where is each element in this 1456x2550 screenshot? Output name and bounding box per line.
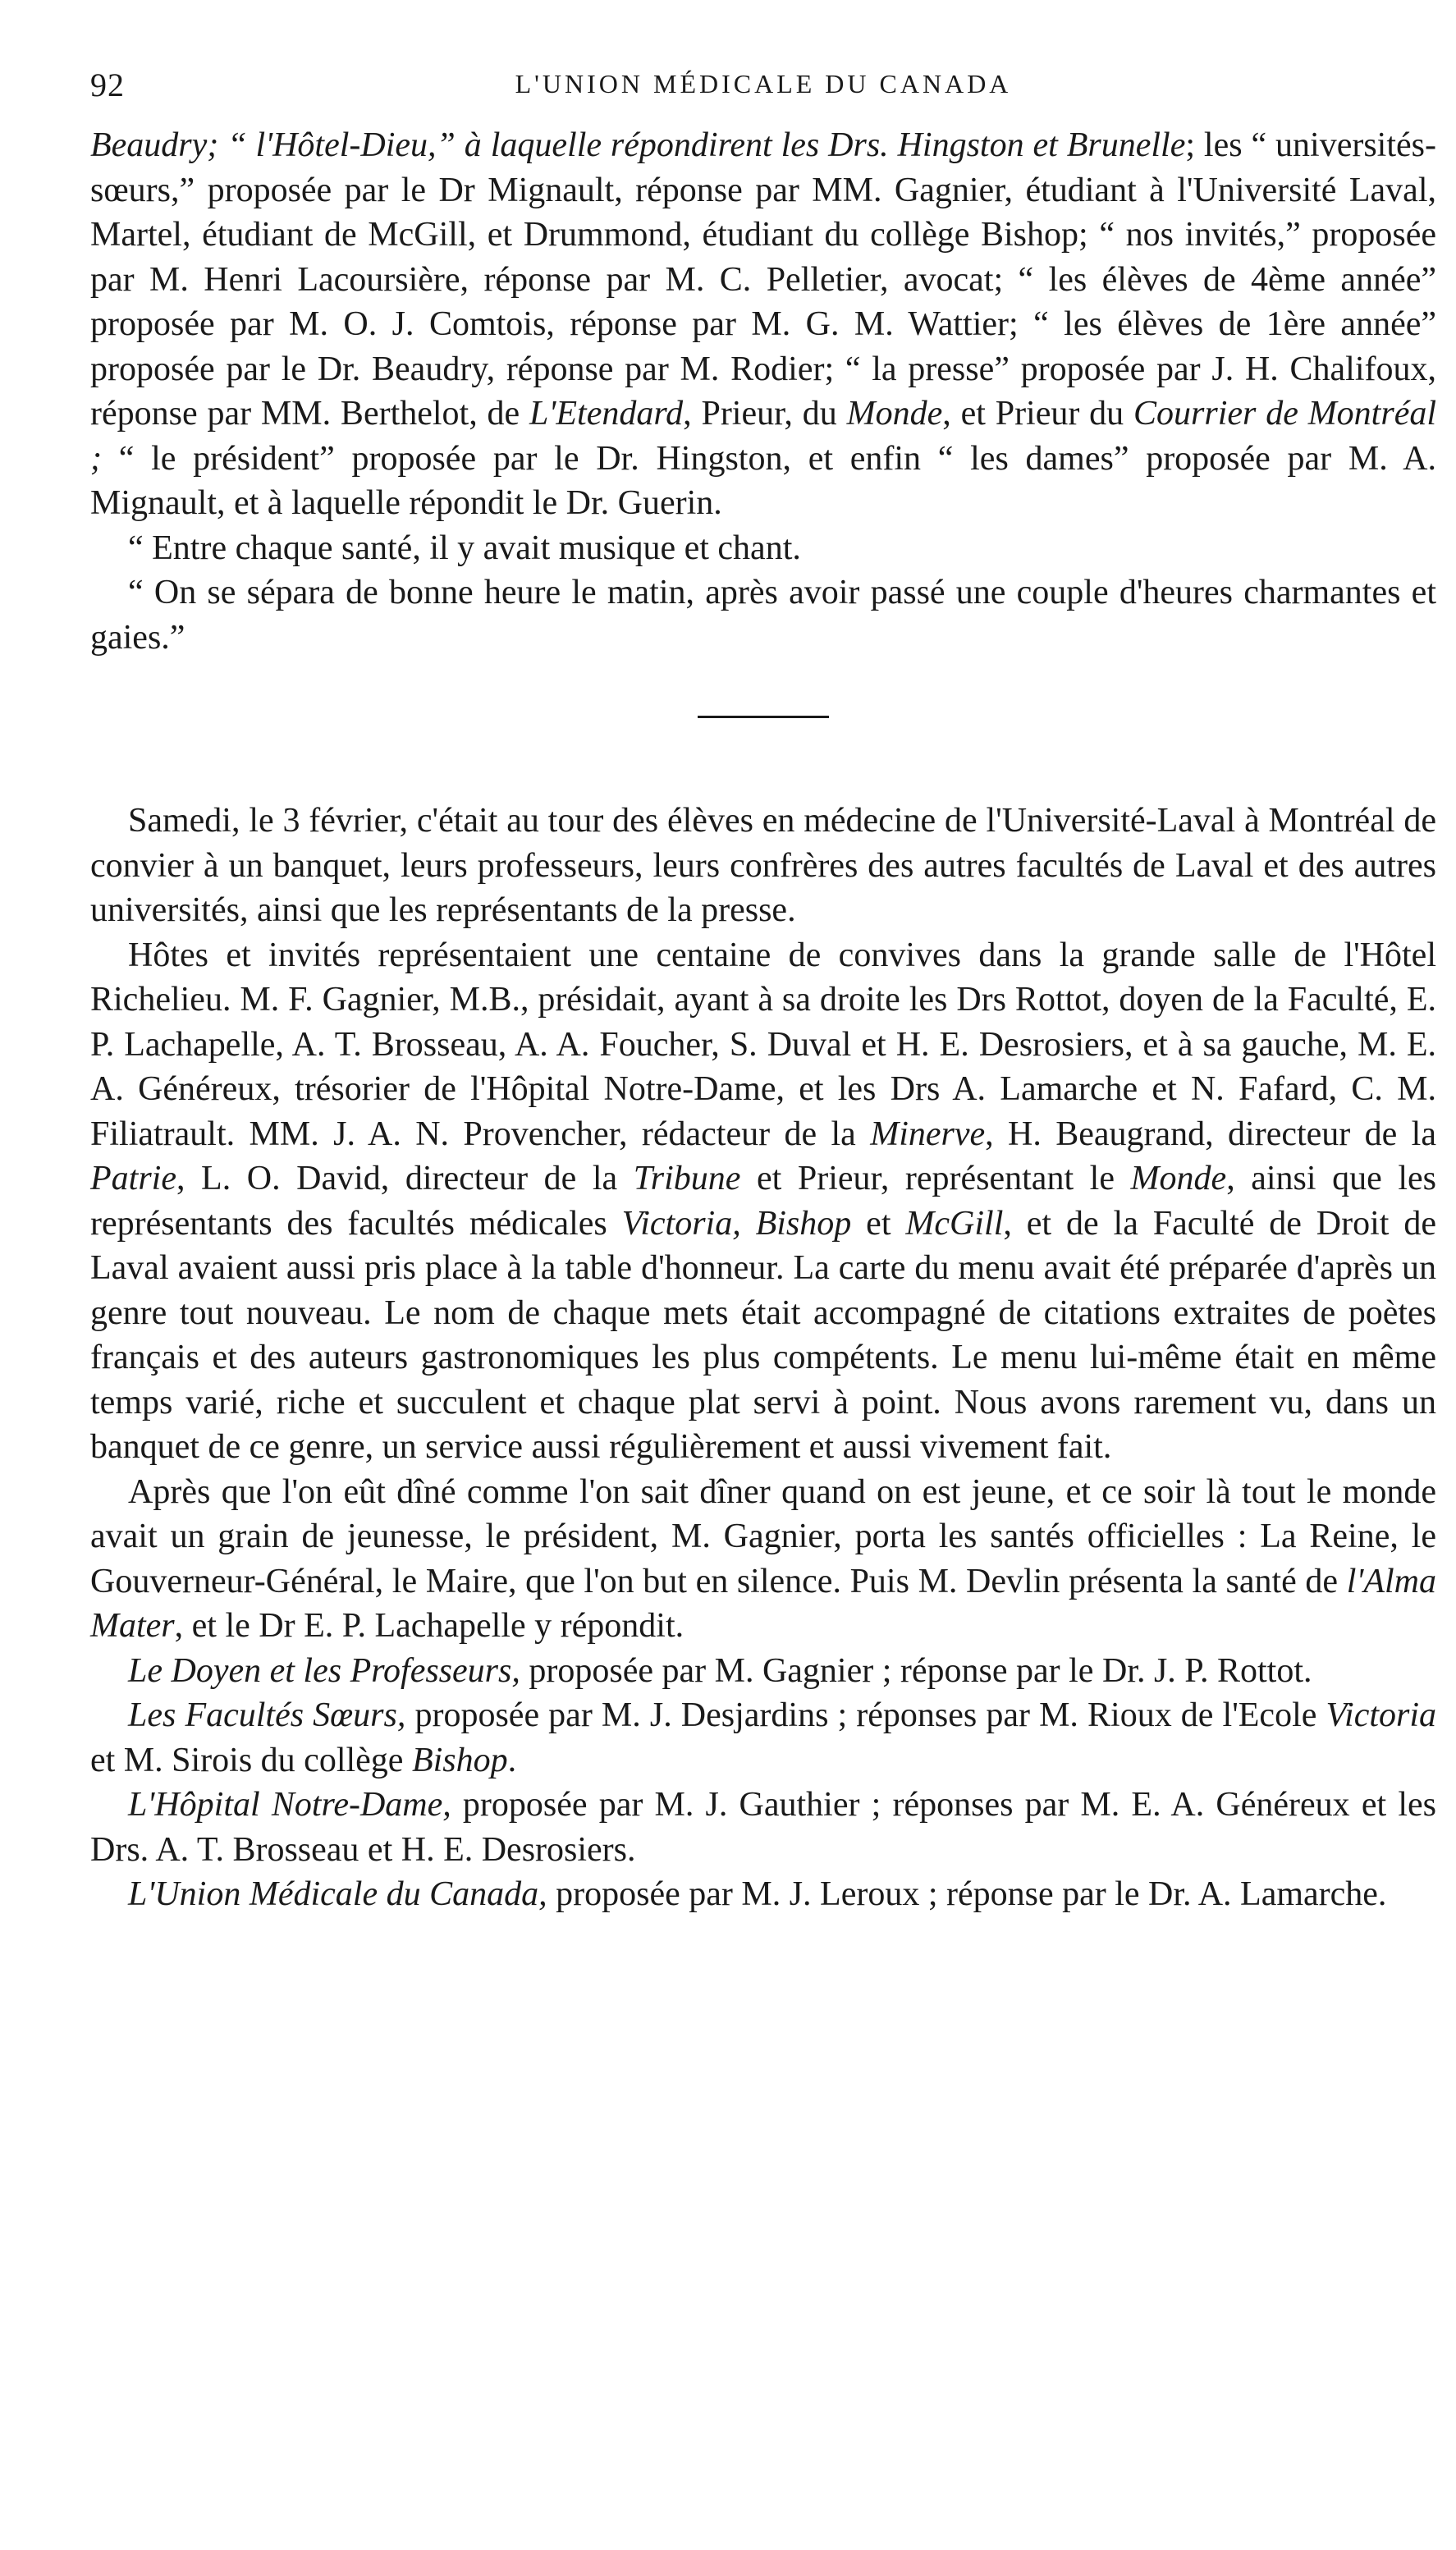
- page-number: 92: [90, 66, 125, 103]
- running-head: [90, 66, 1436, 108]
- paragraph-guests: Hôtes et invités représentaient une centaine de convives dans la grande salle de l'Hôtel Richelieu. M. F. Gagnier, M.B., présidait, ayant à sa droite les Drs Rottot, doyen de la Faculté, E. P. Lachapelle, A. T. Brosseau, A. A. Foucher, S. Duval et H. E. Desrosiers, et à sa gauche, M. E. A. Généreux, trésorier de l'Hôpital Notre-Dame, et les Drs A. Lamarche et N. Fafard, C. M. Filiatrault. MM. J. A. N. Provencher, rédacteur de la Minerve, H. Beaugrand, directeur de la Patrie, L. O. David, directeur de la Tribune et Prieur, représentant le Monde, ainsi que les représentants des facultés médicales Victoria, Bishop et McGill, et de la Faculté de Droit de Laval avaient aussi pris place à la table d'honneur. La carte du menu avait été préparée d'après un genre tout nouveau. Le nom de chaque mets était accompagné de citations extraites de poètes français et des auteurs gastronomiques les plus compétents. Le menu lui-même était en même temps varié, riche et succulent et chaque plat servi à point. Nous avons rarement vu, dans un banquet de ce genre, un service aussi régulièrement et aussi vivement fait.: [90, 936, 1437, 1466]
- paragraph-official-toasts: Après que l'on eût dîné comme l'on sait dîner quand on est jeune, et ce soir là tout le monde avait un grain de jeunesse, le président, M. Gagnier, porta les santés officielles : La Reine, le Gouverneur-Général, le Maire, que l'on but en silence. Puis M. Devlin présenta la santé de l'Alma Mater, et le Dr E. P. Lachapelle y répondit.: [90, 1472, 1436, 1645]
- toast-sister-faculties: Les Facultés Sœurs, proposée par M. J. Desjardins ; réponses par M. Rioux de l'Ecole Victoria et M. Sirois du collège Bishop.: [90, 1696, 1437, 1779]
- paragraph-banquet-intro: Samedi, le 3 février, c'était au tour des élèves en médecine de l'Université-Laval à Montréal de convier à un banquet, leurs professeurs, leurs confrères des autres facultés de Laval et des autres universités, ainsi que les représentants de la presse.: [90, 802, 1436, 929]
- toast-dean-professors: Le Doyen et les Professeurs, proposée par M. Gagnier ; réponse par le Dr. J. P. Rottot.: [128, 1651, 1312, 1690]
- paragraph-toasts-list: Beaudry; “ l'Hôtel-Dieu,” à laquelle répondirent les Drs. Hingston et Brunelle; les “ universités-sœurs,” proposée par le Dr Mignault, réponse par MM. Gagnier, étudiant à l'Université Laval, Martel, étudiant de McGill, et Drummond, étudiant du collège Bishop; “ nos invités,” proposée par M. Henri Lacoursière, réponse par M. C. Pelletier, avocat; “ les élèves de 4ème année” proposée par M. O. J. Comtois, réponse par M. G. M. Wattier; “ les élèves de 1ère année” proposée par le Dr. Beaudry, réponse par M. Rodier; “ la presse” proposée par J. H. Chalifoux, réponse par MM. Berthelot, de L'Etendard, Prieur, du Monde, et Prieur du Courrier de Montréal ; “ le président” proposée par le Dr. Hingston, et enfin “ les dames” proposée par M. A. Mignault, et à laquelle répondit le Dr. Guerin.: [90, 126, 1437, 522]
- paragraph-music: “ Entre chaque santé, il y avait musique et chant.: [128, 529, 801, 567]
- article-body: [90, 123, 1436, 1917]
- journal-title: L'UNION MÉDICALE DU CANADA: [515, 69, 1012, 98]
- toast-union-medicale: L'Union Médicale du Canada, proposée par M. J. Leroux ; réponse par le Dr. A. Lamarche.: [128, 1875, 1387, 1913]
- paragraph-separation: “ On se sépara de bonne heure le matin, après avoir passé une couple d'heures charmantes et gaies.”: [90, 574, 1436, 657]
- document-page: [90, 66, 1436, 1917]
- section-divider: [698, 716, 829, 718]
- toast-hopital-notre-dame: L'Hôpital Notre-Dame, proposée par M. J. Gauthier ; réponses par M. E. A. Généreux et les Drs. A. T. Brosseau et H. E. Desrosiers.: [90, 1786, 1436, 1869]
